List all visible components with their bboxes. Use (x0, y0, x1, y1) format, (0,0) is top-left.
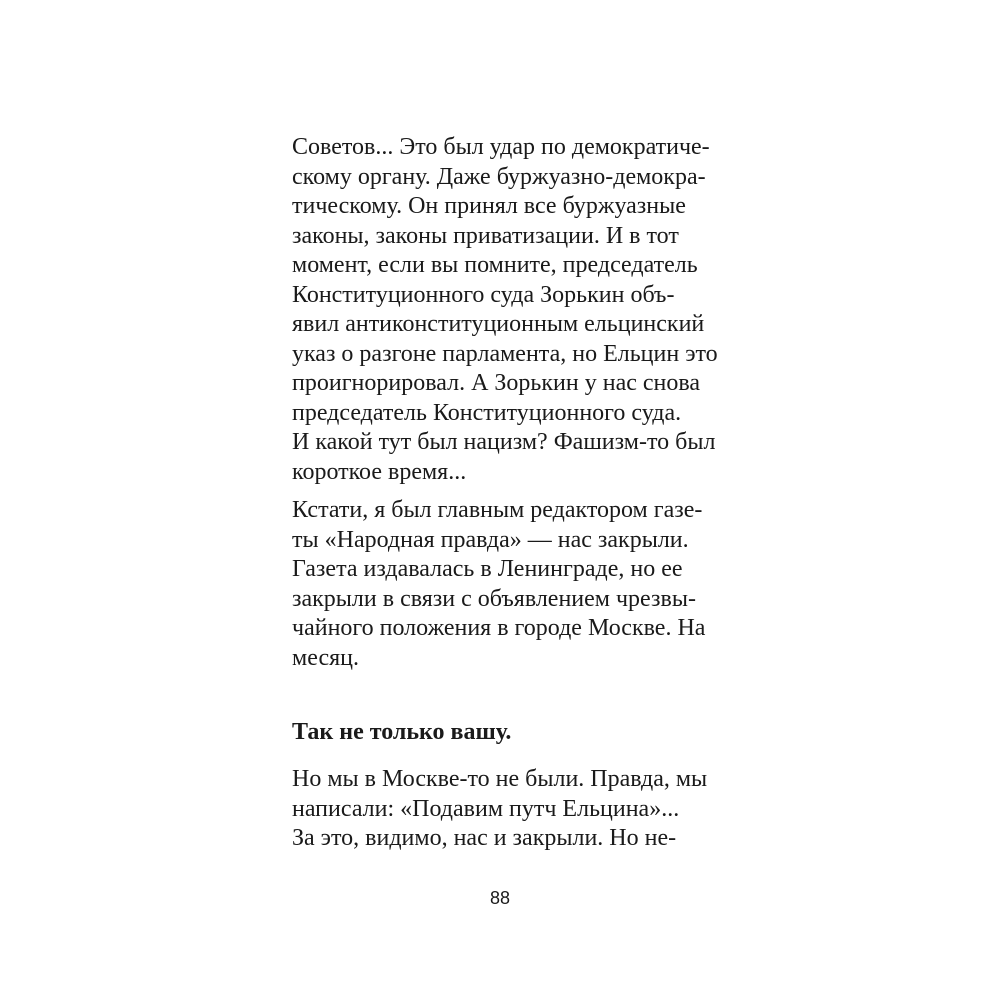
text-line: явил антиконституционным ельцинский (292, 311, 705, 337)
paragraph-kstati (292, 496, 722, 673)
text-line: короткое время... (292, 458, 467, 485)
text-line: Кстати, я был главным редактором газе- (292, 497, 703, 523)
text-line: указ о разгоне парламента, но Ельцин это (292, 340, 718, 367)
text-line: месяц. (292, 644, 359, 671)
text-line: момент, если вы помните, председатель (292, 252, 698, 278)
text-line: законы, законы приватизации. И в тот (292, 222, 679, 249)
text-line: написали: «Подавим путч Ельцина»... (292, 795, 680, 822)
text-line: Газета издавалась в Ленинграде, но ее (292, 556, 683, 582)
text-line: За это, видимо, нас и закрыли. Но не- (292, 825, 677, 851)
paragraph-final (292, 765, 722, 854)
text-line: председатель Конституционного суда. (292, 399, 682, 426)
text-line: закрыли в связи с объявлением чрезвы- (292, 585, 696, 612)
text-line: Советов... Это был удар по демократиче- (292, 134, 710, 160)
interviewer-question (292, 718, 722, 748)
text-line: ты «Народная правда» — нас закрыли. (292, 526, 689, 553)
paragraph-sovetov (292, 133, 722, 487)
text-line: чайного положения в городе Москве. На (292, 615, 706, 641)
text-line: проигнорировал. А Зорькин у нас снова (292, 370, 701, 396)
page-number: 88 (489, 888, 511, 908)
question-text: Так не только вашу. (292, 719, 512, 745)
text-line: тическому. Он принял все буржуазные (292, 193, 686, 219)
text-line: Но мы в Москве-то не были. Правда, мы (292, 766, 708, 792)
text-line: скому органу. Даже буржуазно-демокра- (292, 163, 706, 190)
text-line: И какой тут был нацизм? Фашизм-то был (292, 429, 716, 455)
text-line: Конституционного суда Зорькин объ- (292, 281, 675, 308)
